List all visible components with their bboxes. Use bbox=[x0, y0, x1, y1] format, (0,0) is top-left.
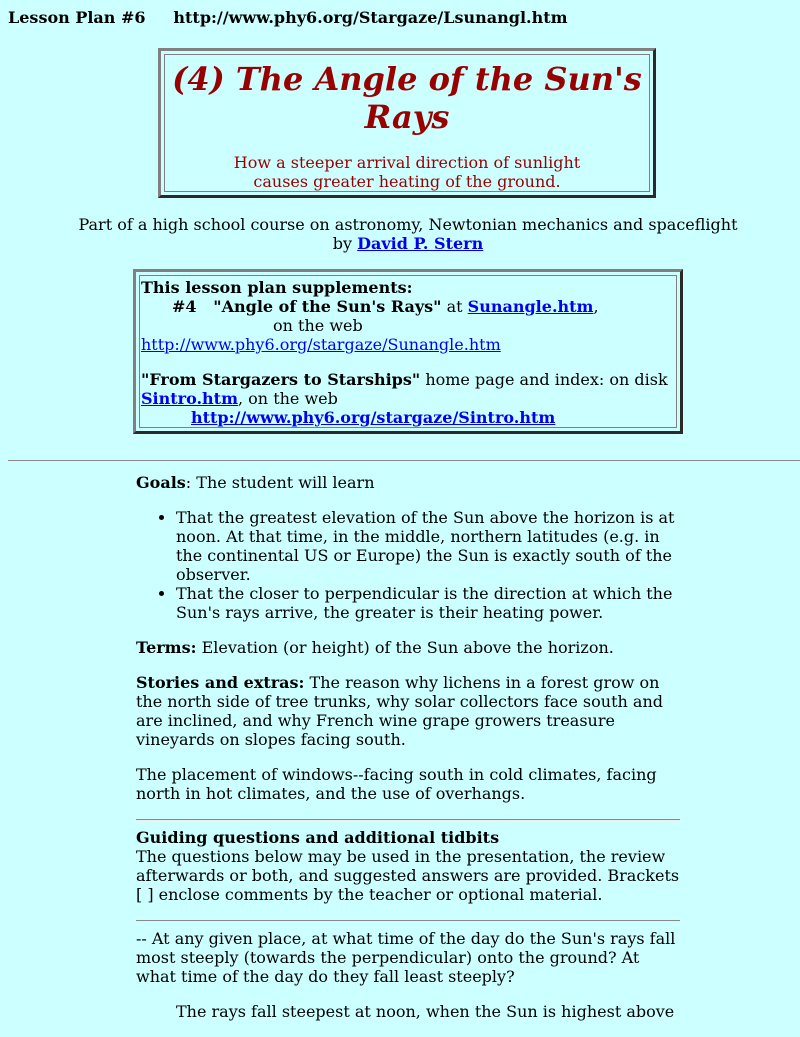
terms-text: Elevation (or height) of the Sun above the horizon. bbox=[196, 638, 614, 657]
by-label: by bbox=[332, 234, 353, 253]
page-url: http://www.phy6.org/Stargaze/Lsunangl.htm bbox=[173, 8, 568, 27]
comma: , bbox=[593, 297, 599, 316]
supplement-item: #4 "Angle of the Sun's Rays" bbox=[172, 297, 442, 316]
course-intro bbox=[0, 215, 800, 253]
home-page-text: home page and index: on disk bbox=[425, 370, 668, 389]
page-header bbox=[8, 8, 568, 27]
sunangle-url-link[interactable]: http://www.phy6.org/stargaze/Sunangle.htm bbox=[141, 335, 501, 354]
stories-paragraph bbox=[136, 673, 680, 749]
title-box bbox=[158, 48, 656, 198]
divider bbox=[136, 920, 680, 922]
sintro-link[interactable]: Sintro.htm bbox=[141, 389, 238, 408]
placement-paragraph: The placement of windows--facing south in cold climates, facing north in hot climates, and the use of overhangs. bbox=[136, 765, 657, 803]
goals-list bbox=[136, 508, 680, 622]
lesson-content bbox=[136, 473, 680, 1037]
goals-paragraph bbox=[136, 473, 680, 492]
title-subtitle bbox=[165, 153, 649, 191]
terms-label: Terms: bbox=[136, 638, 197, 657]
subtitle-line-1: How a steeper arrival direction of sunlight bbox=[233, 153, 581, 172]
divider bbox=[136, 819, 680, 821]
at-label: at bbox=[446, 297, 463, 316]
sunangle-link[interactable]: Sunangle.htm bbox=[467, 297, 594, 316]
goals-text: : The student will learn bbox=[185, 473, 375, 492]
answer-1: The rays fall steepest at noon, when the Sun is highest above bbox=[176, 1002, 675, 1021]
on-the-web-label: on the web bbox=[273, 316, 363, 335]
subtitle-line-2: causes greater heating of the ground. bbox=[253, 172, 561, 191]
page-title: (4) The Angle of the Sun's Rays bbox=[172, 60, 642, 136]
author-link[interactable]: David P. Stern bbox=[357, 234, 484, 253]
guiding-text: The questions below may be used in the presentation, the review afterwards or both, and suggested answers are provided. Brackets [ ] enclose comments by the teacher or optional material. bbox=[136, 847, 680, 904]
terms-paragraph bbox=[136, 638, 680, 657]
sintro-after: , on the web bbox=[238, 389, 338, 408]
divider bbox=[8, 460, 800, 462]
sintro-url-link[interactable]: http://www.phy6.org/stargaze/Sintro.htm bbox=[191, 408, 556, 427]
question-1: -- At any given place, at what time of the day do the Sun's rays fall most steeply (towards the perpendicular) onto the ground? At what time of the day do they fall least steeply? bbox=[136, 929, 676, 986]
title-inner bbox=[164, 54, 650, 192]
stories-label: Stories and extras: bbox=[136, 673, 305, 692]
course-line: Part of a high school course on astronomy, Newtonian mechanics and spaceflight bbox=[78, 215, 738, 234]
goals-label: Goals bbox=[136, 473, 186, 492]
stories-text: The reason why lichens in a forest grow on the north side of tree trunks, why solar collectors face south and are inclined, and why French wine grape growers treasure vineyards on slopes facing south. bbox=[136, 673, 663, 749]
goal-item: • That the closer to perpendicular is the direction at which the Sun's rays arrive, the greater is their heating power. bbox=[176, 584, 680, 622]
home-page-title: "From Stargazers to Starships" bbox=[141, 370, 421, 389]
supplement-inner bbox=[139, 275, 677, 428]
goal-item: • That the greatest elevation of the Sun above the horizon is at noon. At that time, in the middle, northern latitudes (e.g. in the continental US or Europe) the Sun is exactly south of the observer. bbox=[176, 508, 680, 584]
guiding-heading: Guiding questions and additional tidbits bbox=[136, 828, 500, 847]
lesson-label: Lesson Plan #6 bbox=[8, 8, 146, 27]
supplement-heading: This lesson plan supplements: bbox=[141, 278, 413, 297]
supplement-box bbox=[133, 269, 683, 434]
